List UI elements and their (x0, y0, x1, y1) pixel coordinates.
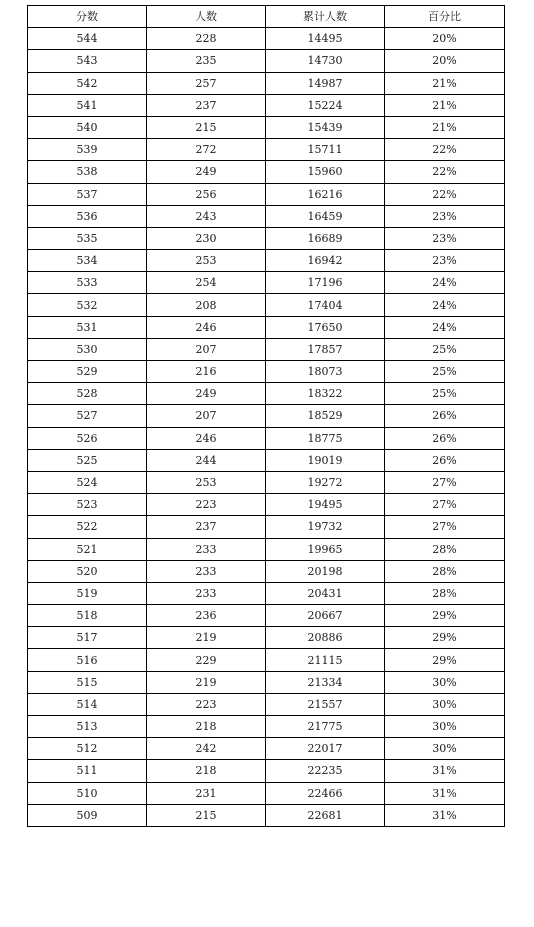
table-header (28, 6, 505, 28)
cell-percentage: 20% (385, 28, 505, 50)
cell-count: 219 (147, 671, 266, 693)
cell-count: 256 (147, 183, 266, 205)
score-distribution-table (27, 5, 505, 827)
cell-count: 257 (147, 72, 266, 94)
cell-score: 529 (28, 361, 147, 383)
cell-cumulative: 20886 (266, 627, 385, 649)
cell-cumulative: 20667 (266, 605, 385, 627)
cell-cumulative: 18529 (266, 405, 385, 427)
table-row (28, 582, 505, 604)
cell-cumulative: 19019 (266, 449, 385, 471)
table-row (28, 782, 505, 804)
table-row (28, 161, 505, 183)
cell-count: 242 (147, 738, 266, 760)
cell-score: 520 (28, 560, 147, 582)
cell-cumulative: 19272 (266, 471, 385, 493)
cell-percentage: 28% (385, 560, 505, 582)
cell-percentage: 31% (385, 760, 505, 782)
cell-percentage: 22% (385, 161, 505, 183)
cell-count: 233 (147, 538, 266, 560)
cell-percentage: 30% (385, 693, 505, 715)
table-row (28, 28, 505, 50)
cell-count: 244 (147, 449, 266, 471)
table-row (28, 605, 505, 627)
cell-cumulative: 16689 (266, 227, 385, 249)
cell-cumulative: 22681 (266, 804, 385, 826)
cell-cumulative: 21775 (266, 716, 385, 738)
table-row (28, 427, 505, 449)
cell-score: 518 (28, 605, 147, 627)
table-row (28, 272, 505, 294)
cell-count: 254 (147, 272, 266, 294)
cell-percentage: 25% (385, 383, 505, 405)
cell-score: 540 (28, 116, 147, 138)
cell-percentage: 20% (385, 50, 505, 72)
column-header-score: 分数 (28, 6, 147, 28)
cell-percentage: 27% (385, 516, 505, 538)
cell-score: 530 (28, 338, 147, 360)
cell-score: 526 (28, 427, 147, 449)
cell-percentage: 25% (385, 338, 505, 360)
cell-cumulative: 16942 (266, 250, 385, 272)
cell-score: 532 (28, 294, 147, 316)
cell-count: 231 (147, 782, 266, 804)
cell-cumulative: 22466 (266, 782, 385, 804)
cell-percentage: 30% (385, 716, 505, 738)
cell-percentage: 26% (385, 405, 505, 427)
cell-percentage: 22% (385, 183, 505, 205)
cell-cumulative: 19495 (266, 494, 385, 516)
cell-cumulative: 16459 (266, 205, 385, 227)
cell-score: 513 (28, 716, 147, 738)
cell-cumulative: 14987 (266, 72, 385, 94)
table-body (28, 28, 505, 827)
table-row (28, 338, 505, 360)
table-row (28, 139, 505, 161)
cell-percentage: 27% (385, 471, 505, 493)
cell-score: 511 (28, 760, 147, 782)
cell-percentage: 31% (385, 804, 505, 826)
cell-cumulative: 18322 (266, 383, 385, 405)
cell-count: 228 (147, 28, 266, 50)
cell-score: 527 (28, 405, 147, 427)
table-row (28, 294, 505, 316)
cell-count: 253 (147, 471, 266, 493)
cell-percentage: 23% (385, 205, 505, 227)
cell-score: 535 (28, 227, 147, 249)
cell-count: 233 (147, 560, 266, 582)
cell-cumulative: 17196 (266, 272, 385, 294)
cell-percentage: 22% (385, 139, 505, 161)
cell-count: 216 (147, 361, 266, 383)
cell-score: 528 (28, 383, 147, 405)
cell-count: 207 (147, 405, 266, 427)
cell-count: 249 (147, 161, 266, 183)
table-row (28, 361, 505, 383)
cell-percentage: 28% (385, 582, 505, 604)
cell-score: 514 (28, 693, 147, 715)
cell-percentage: 24% (385, 316, 505, 338)
cell-cumulative: 15439 (266, 116, 385, 138)
cell-percentage: 24% (385, 294, 505, 316)
cell-cumulative: 15960 (266, 161, 385, 183)
column-header-count: 人数 (147, 6, 266, 28)
table-row (28, 449, 505, 471)
table-row (28, 671, 505, 693)
cell-score: 534 (28, 250, 147, 272)
table-row (28, 627, 505, 649)
cell-percentage: 25% (385, 361, 505, 383)
cell-count: 230 (147, 227, 266, 249)
table-row (28, 494, 505, 516)
cell-cumulative: 21115 (266, 649, 385, 671)
table-row (28, 227, 505, 249)
cell-score: 538 (28, 161, 147, 183)
table-row (28, 250, 505, 272)
cell-score: 542 (28, 72, 147, 94)
cell-score: 539 (28, 139, 147, 161)
cell-score: 543 (28, 50, 147, 72)
cell-score: 519 (28, 582, 147, 604)
cell-score: 512 (28, 738, 147, 760)
header-row (28, 6, 505, 28)
table-row (28, 516, 505, 538)
cell-count: 249 (147, 383, 266, 405)
cell-count: 219 (147, 627, 266, 649)
table-row (28, 560, 505, 582)
cell-percentage: 31% (385, 782, 505, 804)
table-row (28, 383, 505, 405)
table-row (28, 205, 505, 227)
cell-percentage: 21% (385, 72, 505, 94)
table-row (28, 804, 505, 826)
cell-cumulative: 22017 (266, 738, 385, 760)
cell-percentage: 29% (385, 627, 505, 649)
cell-count: 237 (147, 516, 266, 538)
cell-percentage: 28% (385, 538, 505, 560)
cell-cumulative: 17857 (266, 338, 385, 360)
table-row (28, 405, 505, 427)
cell-score: 536 (28, 205, 147, 227)
cell-cumulative: 20198 (266, 560, 385, 582)
table-row (28, 116, 505, 138)
cell-score: 522 (28, 516, 147, 538)
cell-count: 237 (147, 94, 266, 116)
cell-count: 215 (147, 804, 266, 826)
cell-count: 235 (147, 50, 266, 72)
table-row (28, 471, 505, 493)
cell-score: 516 (28, 649, 147, 671)
cell-score: 541 (28, 94, 147, 116)
cell-count: 223 (147, 693, 266, 715)
cell-cumulative: 17404 (266, 294, 385, 316)
cell-count: 207 (147, 338, 266, 360)
cell-score: 525 (28, 449, 147, 471)
cell-percentage: 27% (385, 494, 505, 516)
cell-count: 233 (147, 582, 266, 604)
table-row (28, 649, 505, 671)
cell-cumulative: 20431 (266, 582, 385, 604)
table-row (28, 94, 505, 116)
cell-count: 215 (147, 116, 266, 138)
table-row (28, 693, 505, 715)
cell-cumulative: 15224 (266, 94, 385, 116)
cell-score: 523 (28, 494, 147, 516)
cell-score: 537 (28, 183, 147, 205)
cell-count: 218 (147, 716, 266, 738)
cell-percentage: 30% (385, 738, 505, 760)
table-row (28, 538, 505, 560)
cell-count: 236 (147, 605, 266, 627)
cell-count: 208 (147, 294, 266, 316)
cell-count: 243 (147, 205, 266, 227)
column-header-percentage: 百分比 (385, 6, 505, 28)
cell-percentage: 30% (385, 671, 505, 693)
cell-score: 524 (28, 471, 147, 493)
cell-score: 515 (28, 671, 147, 693)
cell-cumulative: 16216 (266, 183, 385, 205)
cell-percentage: 29% (385, 649, 505, 671)
cell-cumulative: 14495 (266, 28, 385, 50)
cell-cumulative: 19732 (266, 516, 385, 538)
cell-cumulative: 21334 (266, 671, 385, 693)
table-row (28, 183, 505, 205)
cell-cumulative: 17650 (266, 316, 385, 338)
cell-cumulative: 15711 (266, 139, 385, 161)
cell-percentage: 21% (385, 116, 505, 138)
cell-percentage: 26% (385, 449, 505, 471)
cell-count: 253 (147, 250, 266, 272)
table-row (28, 738, 505, 760)
cell-count: 218 (147, 760, 266, 782)
cell-cumulative: 19965 (266, 538, 385, 560)
cell-score: 510 (28, 782, 147, 804)
cell-score: 517 (28, 627, 147, 649)
cell-cumulative: 21557 (266, 693, 385, 715)
cell-percentage: 23% (385, 227, 505, 249)
cell-percentage: 24% (385, 272, 505, 294)
table-row (28, 316, 505, 338)
table-row (28, 72, 505, 94)
cell-percentage: 21% (385, 94, 505, 116)
cell-score: 531 (28, 316, 147, 338)
cell-count: 246 (147, 316, 266, 338)
cell-percentage: 26% (385, 427, 505, 449)
cell-cumulative: 18073 (266, 361, 385, 383)
table-row (28, 716, 505, 738)
cell-count: 246 (147, 427, 266, 449)
cell-count: 229 (147, 649, 266, 671)
cell-score: 509 (28, 804, 147, 826)
cell-percentage: 23% (385, 250, 505, 272)
cell-score: 544 (28, 28, 147, 50)
cell-score: 521 (28, 538, 147, 560)
cell-score: 533 (28, 272, 147, 294)
cell-count: 272 (147, 139, 266, 161)
table-row (28, 760, 505, 782)
cell-cumulative: 14730 (266, 50, 385, 72)
table-row (28, 50, 505, 72)
cell-percentage: 29% (385, 605, 505, 627)
cell-cumulative: 22235 (266, 760, 385, 782)
cell-cumulative: 18775 (266, 427, 385, 449)
column-header-cumulative: 累计人数 (266, 6, 385, 28)
cell-count: 223 (147, 494, 266, 516)
